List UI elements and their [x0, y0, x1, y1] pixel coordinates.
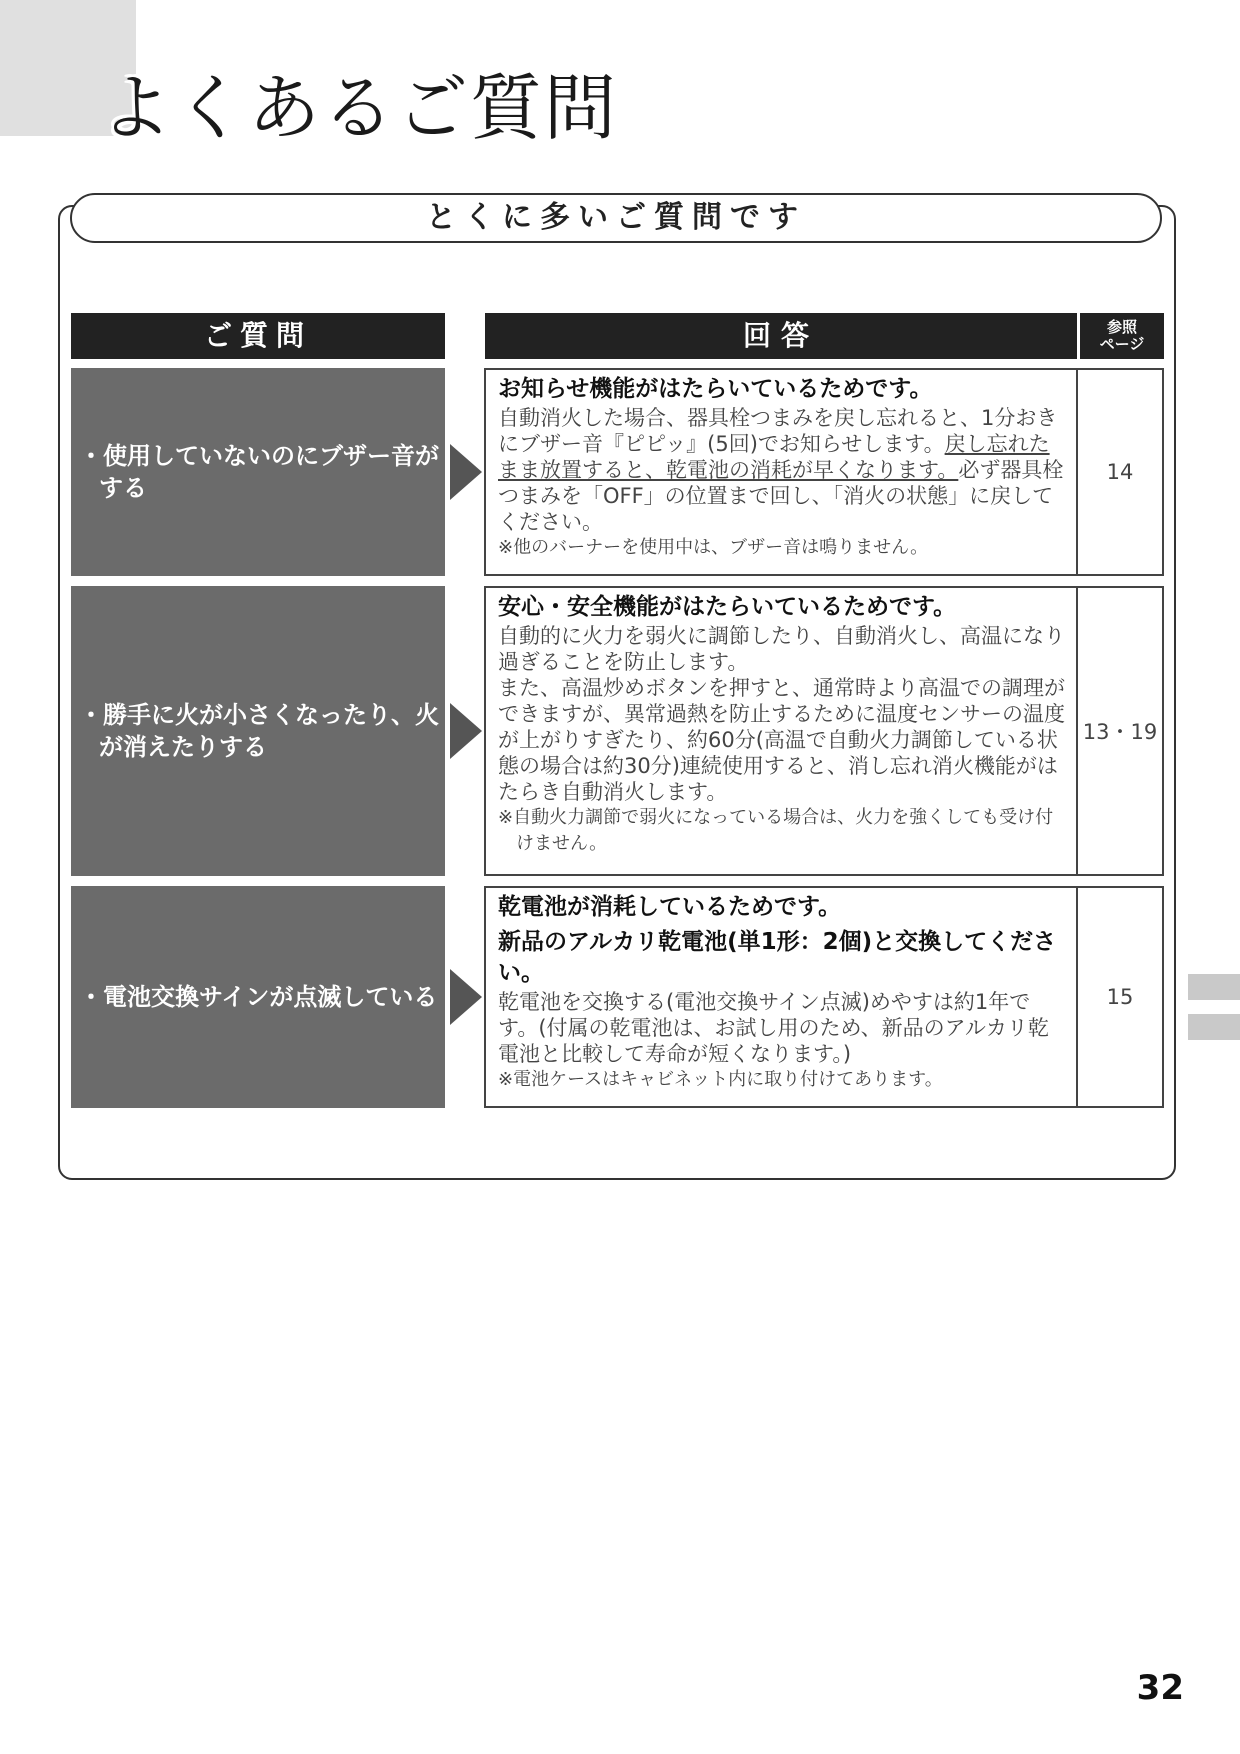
ref-page: 14 — [1106, 460, 1134, 484]
answer-cell — [486, 888, 1078, 1106]
ref-page-header — [1080, 313, 1164, 359]
answer-cell — [486, 588, 1078, 874]
answer-body — [498, 405, 1068, 535]
answer-lead: 安心・安全機能がはたらいているためです。 — [498, 594, 957, 620]
side-index-tab — [1188, 974, 1240, 1000]
answer-lead-2: 新品のアルカリ乾電池(単1形：2個)と交換してください。 — [498, 929, 1057, 986]
answer-cell — [486, 370, 1078, 574]
faq-row — [0, 368, 1240, 576]
question-text: ・勝手に火が小さくなったり、火が消えたりする — [79, 701, 439, 761]
arrow-right-icon — [450, 444, 482, 500]
question-box — [71, 368, 445, 576]
side-index-tab — [1188, 1014, 1240, 1040]
ref-page: 13・19 — [1082, 720, 1158, 744]
question-box — [71, 586, 445, 876]
ref-page-header-label: 参照 ページ — [1099, 318, 1145, 353]
faq-banner: とくに多いご質問です — [70, 193, 1162, 243]
question-box — [71, 886, 445, 1108]
arrow-right-icon — [450, 969, 482, 1025]
answer-header: 回答 — [485, 313, 1077, 359]
question-header: ご質問 — [71, 313, 445, 359]
question-text: ・使用していないのにブザー音がする — [79, 442, 439, 502]
faq-row — [0, 586, 1240, 876]
answer-body-underlined: 戻し忘れたまま放置すると、乾電池の消耗が早くなります。 — [498, 432, 1050, 482]
answer-body-text-2: 必ず器具栓つまみを「OFF」の位置まで回し、「消火の状態」に戻してください。 — [498, 458, 1064, 534]
answer-box — [484, 586, 1164, 876]
question-text: ・電池交換サインが点滅している — [79, 983, 438, 1011]
answer-box — [484, 368, 1164, 576]
answer-body-text: 自動消火した場合、器具栓つまみを戻し忘れると、1分おきにブザー音『ピピッ』(5回)でお知らせします。 — [498, 406, 1058, 456]
arrow-right-icon — [450, 703, 482, 759]
answer-note: ※自動火力調節で弱火になっている場合は、火力を強くしても受け付けません。 — [498, 807, 1054, 854]
answer-lead: お知らせ機能がはたらいているためです。 — [498, 376, 933, 402]
answer-body: 乾電池を交換する(電池交換サイン点滅)めやすは約1年です。(付属の乾電池は、お試し用のため、新品のアルカリ乾電池と比較して寿命が短くなります。) — [498, 990, 1049, 1066]
answer-note: ※電池ケースはキャビネット内に取り付けてあります。 — [498, 1069, 943, 1090]
answer-lead: 乾電池が消耗しているためです。 — [498, 894, 842, 920]
answer-box — [484, 886, 1164, 1108]
answer-body-2: また、高温炒めボタンを押すと、通常時より高温での調理ができますが、異常過熱を防止するために温度センサーの温度が上がりすぎたり、約60分(高温で自動火力調節している状態の場合は約30分)連続使用すると、消し忘れ消火機能がはたらき自動消火します。 — [498, 676, 1065, 804]
page-title: よくあるご質問 — [100, 66, 619, 150]
page-number: 32 — [1136, 1668, 1184, 1708]
answer-body: 自動的に火力を弱火に調節したり、自動消火し、高温になり過ぎることを防止します。 — [498, 624, 1065, 674]
answer-note: ※他のバーナーを使用中は、ブザー音は鳴りません。 — [498, 537, 929, 558]
ref-page: 15 — [1106, 985, 1134, 1009]
faq-row — [0, 886, 1240, 1108]
